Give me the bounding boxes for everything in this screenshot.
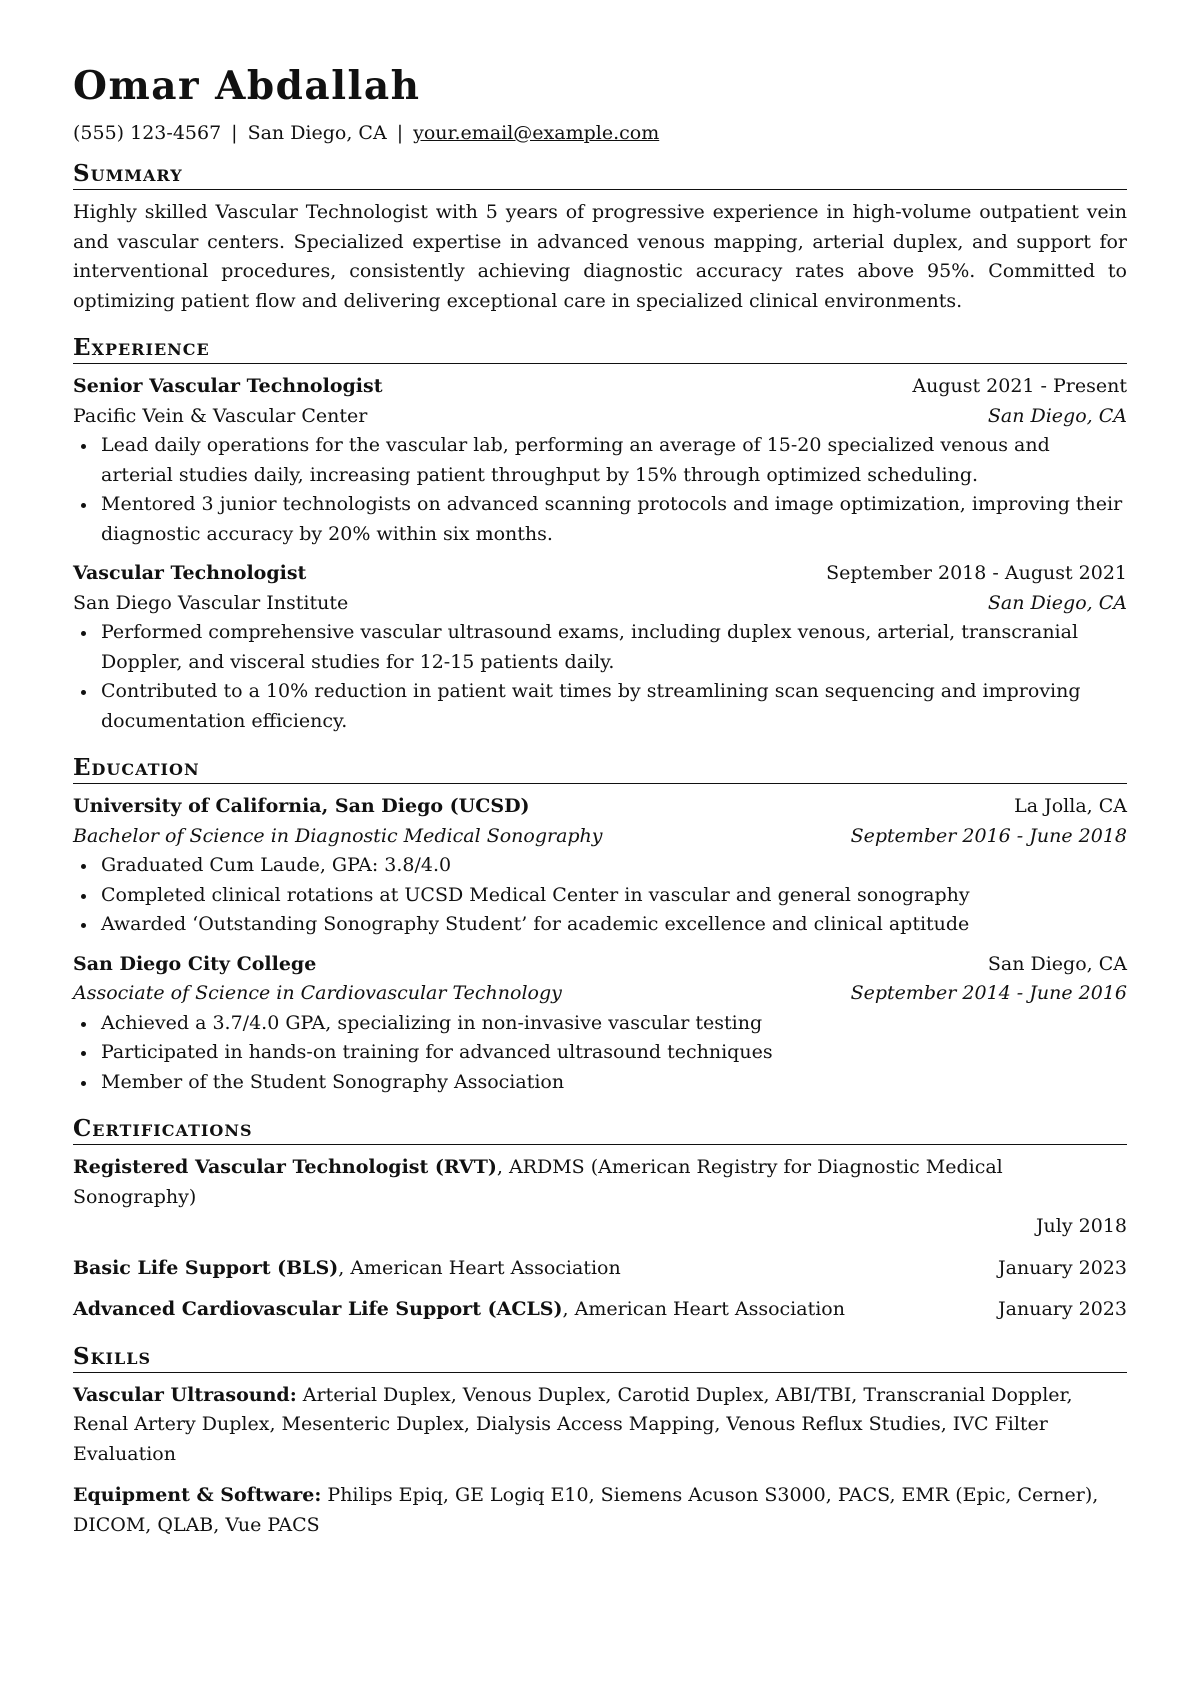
education-bullets	[73, 1009, 1127, 1098]
bullet-item: Graduated Cum Laude, GPA: 3.8/4.0	[73, 851, 1127, 881]
certification-issuer: , American Heart Association	[338, 1256, 621, 1279]
job-title: Vascular Technologist	[73, 562, 307, 584]
contact-separator: |	[396, 122, 404, 144]
skill-list: Philips Epiq, GE Logiq E10, Siemens Acuson S3000, PACS, EMR (Epic, Cerner), DICOM, QLAB, Vue PACS	[73, 1484, 1099, 1536]
section-title-certifications: Certifications	[73, 1115, 1127, 1145]
job-location: San Diego, CA	[987, 591, 1127, 614]
contact-separator: |	[231, 122, 238, 144]
certification-entry	[73, 1295, 1127, 1325]
section-title-summary: Summary	[73, 160, 1127, 190]
resume-page	[73, 62, 1127, 1552]
email-link[interactable]: your.email@example.com	[413, 122, 660, 144]
section-title-experience: Experience	[73, 334, 1127, 364]
bullet-item: Achieved a 3.7/4.0 GPA, specializing in non-invasive vascular testing	[73, 1009, 1127, 1039]
skill-label: Equipment & Software:	[73, 1484, 322, 1506]
job-dates: August 2021 - Present	[912, 375, 1127, 397]
company-name: Pacific Vein & Vascular Center	[73, 404, 368, 427]
section-title-skills: Skills	[73, 1343, 1127, 1373]
job-entry	[73, 559, 1127, 736]
location: San Diego, CA	[247, 122, 387, 144]
skill-group	[73, 1381, 1127, 1470]
education-dates: September 2014 - June 2016	[850, 982, 1127, 1004]
job-location: San Diego, CA	[987, 404, 1127, 427]
job-bullets	[73, 618, 1127, 736]
job-dates: September 2018 - August 2021	[826, 562, 1127, 584]
summary-text: Highly skilled Vascular Technologist with 5 years of progressive experience in high-volume outpatient vein and vascular centers. Specialized expertise in advanced venous mapping, arterial duplex, and support for interventional procedures, consistently achieving diagnostic accuracy rates above 95%. Committed to optimizing patient flow and delivering exceptional care in specialized clinical environments.	[73, 201, 1127, 312]
education-entry	[73, 950, 1127, 1098]
certification-name: Advanced Cardiovascular Life Support (ACLS)	[73, 1298, 563, 1320]
bullet-item: Performed comprehensive vascular ultrasound exams, including duplex venous, arterial, transcranial Doppler, and visceral studies for 12-15 patients daily.	[73, 618, 1127, 677]
certification-date: January 2023	[998, 1298, 1127, 1320]
school-name: University of California, San Diego (UCSD)	[73, 795, 530, 817]
school-name: San Diego City College	[73, 952, 317, 975]
degree-name: Associate of Science in Cardiovascular Technology	[73, 982, 562, 1004]
bullet-item: Participated in hands-on training for advanced ultrasound techniques	[73, 1038, 1127, 1068]
bullet-item: Contributed to a 10% reduction in patient wait times by streamlining scan sequencing and improving documentation efficiency.	[73, 677, 1127, 736]
certification-date: July 2018	[1035, 1215, 1127, 1237]
education-bullets	[73, 851, 1127, 940]
certification-name: Basic Life Support (BLS)	[73, 1256, 339, 1279]
certification-date: January 2023	[998, 1256, 1127, 1279]
certification-issuer: , ARDMS (American Registry for Diagnostic Medical Sonography)	[73, 1156, 1003, 1208]
bullet-item: Member of the Student Sonography Association	[73, 1068, 1127, 1098]
candidate-name: Omar Abdallah	[73, 63, 421, 109]
bullet-item: Lead daily operations for the vascular lab, performing an average of 15-20 specialized venous and arterial studies daily, increasing patient throughput by 15% through optimized scheduling.	[73, 431, 1127, 490]
education-entry	[73, 792, 1127, 940]
skill-list: Arterial Duplex, Venous Duplex, Carotid Duplex, ABI/TBI, Transcranial Doppler, Renal Artery Duplex, Mesenteric Duplex, Dialysis Access Mapping, Venous Reflux Studies, IVC Filter Evaluation	[73, 1383, 1073, 1465]
section-title-education: Education	[73, 754, 1127, 784]
certification-issuer: , American Heart Association	[562, 1298, 845, 1320]
degree-name: Bachelor of Science in Diagnostic Medical Sonography	[73, 824, 603, 847]
certification-name: Registered Vascular Technologist (RVT)	[73, 1156, 497, 1178]
company-name: San Diego Vascular Institute	[73, 591, 349, 614]
school-location: San Diego, CA	[987, 952, 1127, 975]
education-dates: September 2016 - June 2018	[850, 824, 1127, 847]
bullet-item: Mentored 3 junior technologists on advanced scanning protocols and image optimization, improving their diagnostic accuracy by 20% within six months.	[73, 490, 1127, 549]
certification-entry	[73, 1254, 1127, 1284]
job-title: Senior Vascular Technologist	[73, 375, 383, 397]
skill-group	[73, 1481, 1127, 1540]
certification-entry	[73, 1153, 1127, 1242]
bullet-item: Awarded ‘Outstanding Sonography Student’ for academic excellence and clinical aptitude	[73, 910, 1127, 940]
skill-label: Vascular Ultrasound:	[73, 1383, 297, 1406]
phone-number: (555) 123-4567	[73, 122, 222, 144]
job-entry	[73, 372, 1127, 549]
job-bullets	[73, 431, 1127, 549]
contact-line	[73, 120, 1127, 146]
bullet-item: Completed clinical rotations at UCSD Medical Center in vascular and general sonography	[73, 881, 1127, 911]
school-location: La Jolla, CA	[1014, 795, 1127, 817]
